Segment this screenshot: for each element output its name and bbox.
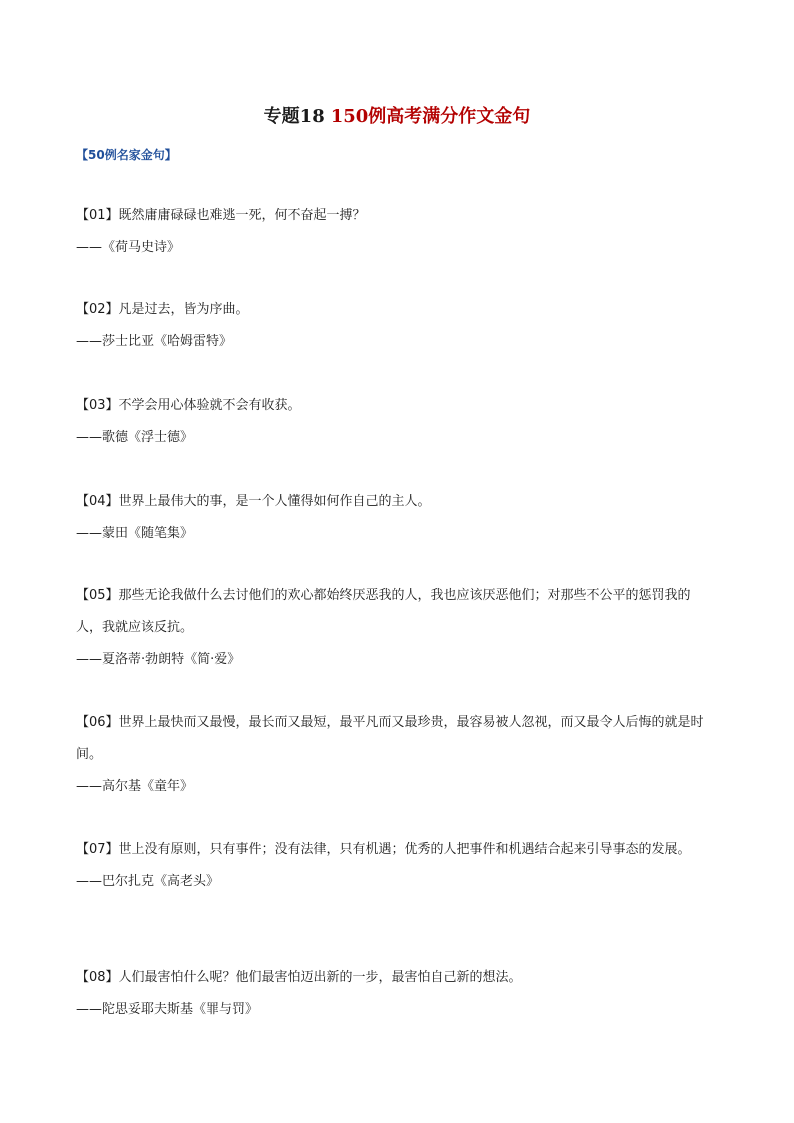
- quote-entry: [76, 834, 716, 898]
- quote-text: 【03】不学会用心体验就不会有收获。: [76, 398, 301, 413]
- title-prefix: 专题18: [263, 106, 325, 127]
- quote-source: ——巴尔扎克《高老头》: [76, 874, 220, 889]
- quote-source: ——莎士比亚《哈姆雷特》: [76, 334, 233, 349]
- quote-source: ——陀思妥耶夫斯基《罪与罚》: [76, 1002, 259, 1017]
- quote-entry: [76, 962, 716, 1026]
- document-title: [0, 104, 794, 130]
- quote-text: 【05】那些无论我做什么去讨他们的欢心都始终厌恶我的人，我也应该厌恶他们；对那些不公平的惩罚我的人，我就应该反抗。: [76, 588, 691, 635]
- quote-text: 【06】世界上最快而又最慢，最长而又最短，最平凡而又最珍贵，最容易被人忽视，而又最令人后悔的就是时间。: [76, 715, 704, 762]
- quote-text: 【02】凡是过去，皆为序曲。: [76, 302, 249, 317]
- title-main: 150例高考满分作文金句: [330, 106, 531, 127]
- quote-entry: [76, 390, 716, 454]
- quote-source: ——歌德《浮士德》: [76, 430, 194, 445]
- quote-text: 【01】既然庸庸碌碌也难逃一死，何不奋起一搏？: [76, 208, 366, 223]
- quote-entry: [76, 707, 716, 803]
- quote-entry: [76, 486, 716, 550]
- quote-text: 【08】人们最害怕什么呢？他们最害怕迈出新的一步，最害怕自己新的想法。: [76, 970, 522, 985]
- quote-source: ——蒙田《随笔集》: [76, 526, 194, 541]
- quote-source: ——《荷马史诗》: [76, 240, 181, 255]
- quote-entry: [76, 294, 716, 358]
- quote-entry: [76, 200, 716, 264]
- quote-text: 【07】世上没有原则，只有事件；没有法律，只有机遇；优秀的人把事件和机遇结合起来引导事态的发展。: [76, 842, 691, 857]
- quote-source: ——高尔基《童年》: [76, 779, 194, 794]
- section-heading: 【50例名家金句】: [76, 148, 177, 162]
- quote-text: 【04】世界上最伟大的事，是一个人懂得如何作自己的主人。: [76, 494, 431, 509]
- quote-source: ——夏洛蒂·勃朗特《简·爱》: [76, 652, 241, 667]
- quote-entry: [76, 580, 716, 676]
